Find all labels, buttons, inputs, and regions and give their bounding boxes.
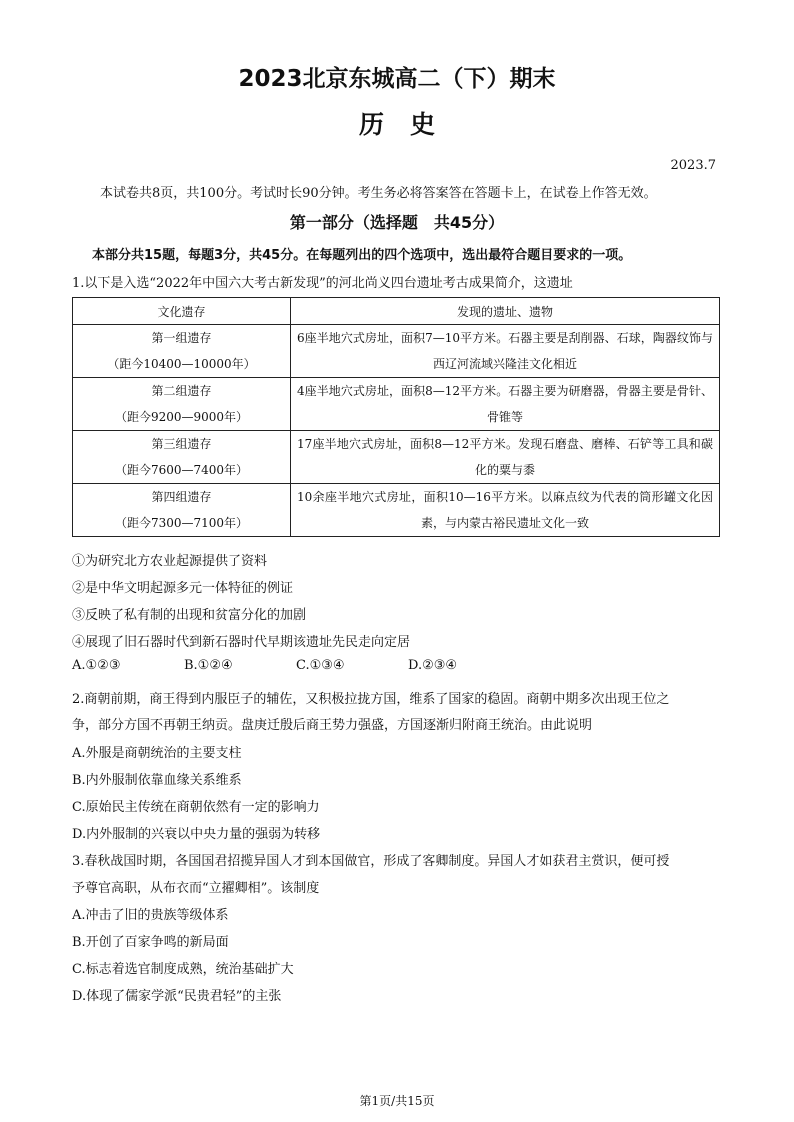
q3-option-a[interactable]: A.冲击了旧的贵族等级体系 bbox=[72, 908, 229, 923]
table-row bbox=[73, 431, 720, 484]
table-header: 文化遗存 bbox=[73, 298, 291, 325]
group-period: （距今9200—9000年） bbox=[114, 410, 249, 424]
group-period: （距今7600—7400年） bbox=[114, 463, 249, 477]
table-cell-group bbox=[73, 325, 291, 378]
table-row bbox=[73, 484, 720, 537]
table-row bbox=[73, 325, 720, 378]
q3-option-d[interactable]: D.体现了儒家学派“民贵君轻”的主张 bbox=[72, 989, 282, 1004]
table-cell-desc: 6座半地穴式房址，面积7—10平方米。石器主要是刮削器、石球，陶器纹饰与西辽河流域兴隆洼文化相近 bbox=[291, 325, 720, 378]
q1-statement: ②是中华文明起源多元一体特征的例证 bbox=[72, 581, 294, 596]
q1-option-d[interactable]: D.②③④ bbox=[408, 658, 458, 673]
q3-option-c[interactable]: C.标志着选官制度成熟，统治基础扩大 bbox=[72, 962, 294, 977]
q1-option-b[interactable]: B.①②④ bbox=[184, 658, 233, 673]
group-name: 第四组遗存 bbox=[151, 490, 212, 504]
table-cell-desc: 10余座半地穴式房址，面积10—16平方米。以麻点纹为代表的筒形罐文化因素，与内蒙古裕民遗址文化一致 bbox=[291, 484, 720, 537]
q2-option-d[interactable]: D.内外服制的兴衰以中央力量的强弱为转移 bbox=[72, 827, 321, 842]
table-cell-desc: 4座半地穴式房址，面积8—12平方米。石器主要为研磨器，骨器主要是骨针、骨锥等 bbox=[291, 378, 720, 431]
q1-stem: 1.以下是入选“2022年中国六大考古新发现”的河北尚义四台遗址考古成果简介，这遗址 bbox=[72, 276, 573, 291]
q1-statement: ③反映了私有制的出现和贫富分化的加剧 bbox=[72, 608, 307, 623]
q3-stem-line2: 予尊官高职，从布衣而“立擢卿相”。该制度 bbox=[72, 881, 320, 896]
table-header: 发现的遗址、遗物 bbox=[291, 298, 720, 325]
table-row bbox=[73, 378, 720, 431]
group-period: （距今7300—7100年） bbox=[114, 516, 249, 530]
group-name: 第一组遗存 bbox=[151, 331, 212, 345]
q3-stem-line1: 3.春秋战国时期，各国国君招揽异国人才到本国做官，形成了客卿制度。异国人才如获君主赏识，便可授 bbox=[72, 854, 670, 869]
group-name: 第三组遗存 bbox=[151, 437, 212, 451]
q1-statement: ①为研究北方农业起源提供了资料 bbox=[72, 554, 268, 569]
q1-options bbox=[72, 658, 520, 673]
q1-statement: ④展现了旧石器时代到新石器时代早期该遗址先民走向定居 bbox=[72, 635, 411, 650]
exam-date: 2023.7 bbox=[670, 158, 716, 173]
q2-option-c[interactable]: C.原始民主传统在商朝依然有一定的影响力 bbox=[72, 800, 320, 815]
group-period: （距今10400—10000年） bbox=[107, 357, 256, 371]
q2-stem-line2: 争，部分方国不再朝王纳贡。盘庚迁殷后商王势力强盛，方国逐渐归附商王统治。由此说明 bbox=[72, 718, 593, 733]
relics-table bbox=[72, 297, 720, 537]
q2-option-a[interactable]: A.外服是商朝统治的主要支柱 bbox=[72, 746, 242, 761]
table-cell-group bbox=[73, 484, 291, 537]
exam-intro: 本试卷共8页，共100分。考试时长90分钟。考生务必将答案答在答题卡上，在试卷上作答无效。 bbox=[100, 186, 657, 201]
page-footer: 第1页/共15页 bbox=[359, 1094, 435, 1108]
section-title: 第一部分（选择题 共45分） bbox=[289, 213, 505, 232]
q3-option-b[interactable]: B.开创了百家争鸣的新局面 bbox=[72, 935, 229, 950]
section-instruction: 本部分共15题，每题3分，共45分。在每题列出的四个选项中，选出最符合题目要求的一项。 bbox=[92, 248, 632, 263]
table-cell-group bbox=[73, 378, 291, 431]
q1-option-a[interactable]: A.①②③ bbox=[72, 658, 121, 673]
group-name: 第二组遗存 bbox=[151, 384, 212, 398]
table-cell-group bbox=[73, 431, 291, 484]
table-header-row bbox=[73, 298, 720, 325]
subject-title: 历史 bbox=[358, 110, 461, 139]
q2-option-b[interactable]: B.内外服制依靠血缘关系维系 bbox=[72, 773, 242, 788]
exam-title: 2023北京东城高二（下）期末 bbox=[238, 66, 556, 92]
q2-stem-line1: 2.商朝前期，商王得到内服臣子的辅佐，又积极拉拢方国，维系了国家的稳固。商朝中期多次出现王位之 bbox=[72, 692, 670, 707]
table-cell-desc: 17座半地穴式房址，面积8—12平方米。发现石磨盘、磨棒、石铲等工具和碳化的粟与黍 bbox=[291, 431, 720, 484]
q1-option-c[interactable]: C.①③④ bbox=[296, 658, 345, 673]
